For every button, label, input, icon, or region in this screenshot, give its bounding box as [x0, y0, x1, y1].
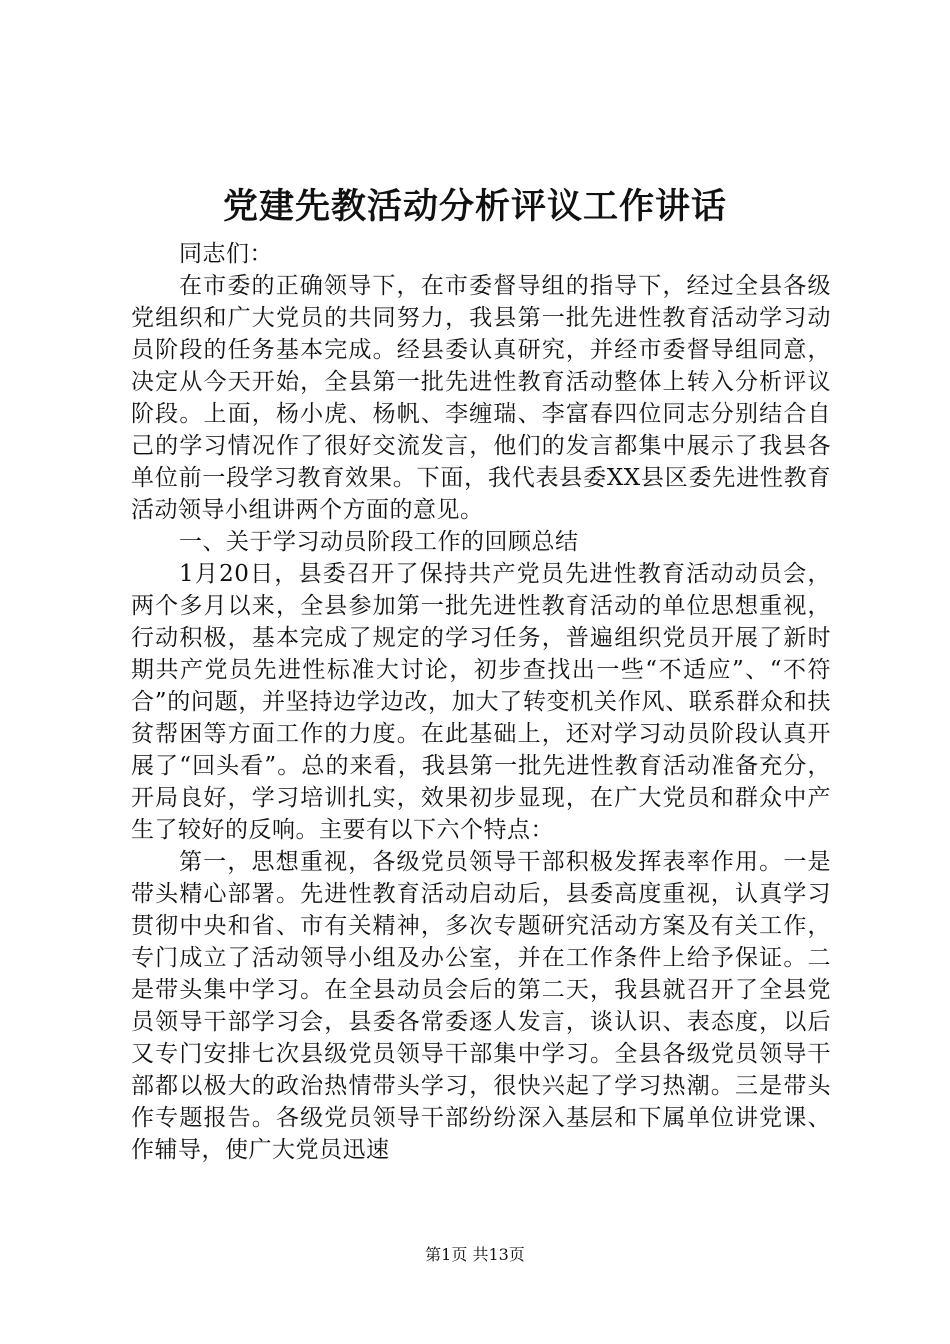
salutation: 同志们： — [179, 241, 273, 267]
document-title: 党建先教活动分析评议工作讲话 — [222, 186, 727, 227]
page-footer: 第1页 共13页 — [425, 1245, 525, 1264]
paragraph-intro: 在市委的正确领导下，在市委督导组的指导下，经过全县各级党组织和广大党员的共同努力，我县第一批先进性教育活动学习动员阶段的任务基本完成。经县委认真研究，并经市委督导组同意，决定从今天开始，全县第一批先进性教育活动整体上转入分析评议阶段。上面，杨小虎、杨帆、李缠瑞、李富春四位同志分别结合自己的学习情况作了很好交流发言，他们的发言都集中展示了我县各单位前一段学习教育效果。下面，我代表县委XX县区委先进性教育活动领导小组讲两个方面的意见。 — [131, 273, 831, 523]
document-body — [131, 238, 831, 1166]
section-heading: 一、关于学习动员阶段工作的回顾总结 — [179, 529, 579, 555]
paragraph-first-point: 第一，思想重视，各级党员领导干部积极发挥表率作用。一是带头精心部署。先进性教育活动启动后，县委高度重视，认真学习贯彻中央和省、市有关精神，多次专题研究活动方案及有关工作，专门成立了活动领导小组及办公室，并在工作条件上给予保证。二是带头集中学习。在全县动员会后的第二天，我县就召开了全县党员领导干部学习会，县委各常委逐人发言，谈认识、表态度，以后又专门安排七次县级党员领导干部集中学习。全县各级党员领导干部都以极大的政治热情带头学习，很快兴起了学习热潮。三是带头作专题报告。各级党员领导干部纷纷深入基层和下属单位讲党课、作辅导，使广大党员迅速 — [131, 849, 831, 1163]
paragraph-review: 1月20日，县委召开了保持共产党员先进性教育活动动员会，两个多月以来，全县参加第一批先进性教育活动的单位思想重视，行动积极，基本完成了规定的学习任务，普遍组织党员开展了新时期共产党员先进性标准大讨论，初步查找出一些“不适应”、“不符合”的问题，并坚持边学边改，加大了转变机关作风、联系群众和扶贫帮困等方面工作的力度。在此基础上，还对学习动员阶段认真开展了“回头看”。总的来看，我县第一批先进性教育活动准备充分，开局良好，学习培训扎实，效果初步显现，在广大党员和群众中产生了较好的反响。主要有以下六个特点： — [131, 561, 831, 843]
